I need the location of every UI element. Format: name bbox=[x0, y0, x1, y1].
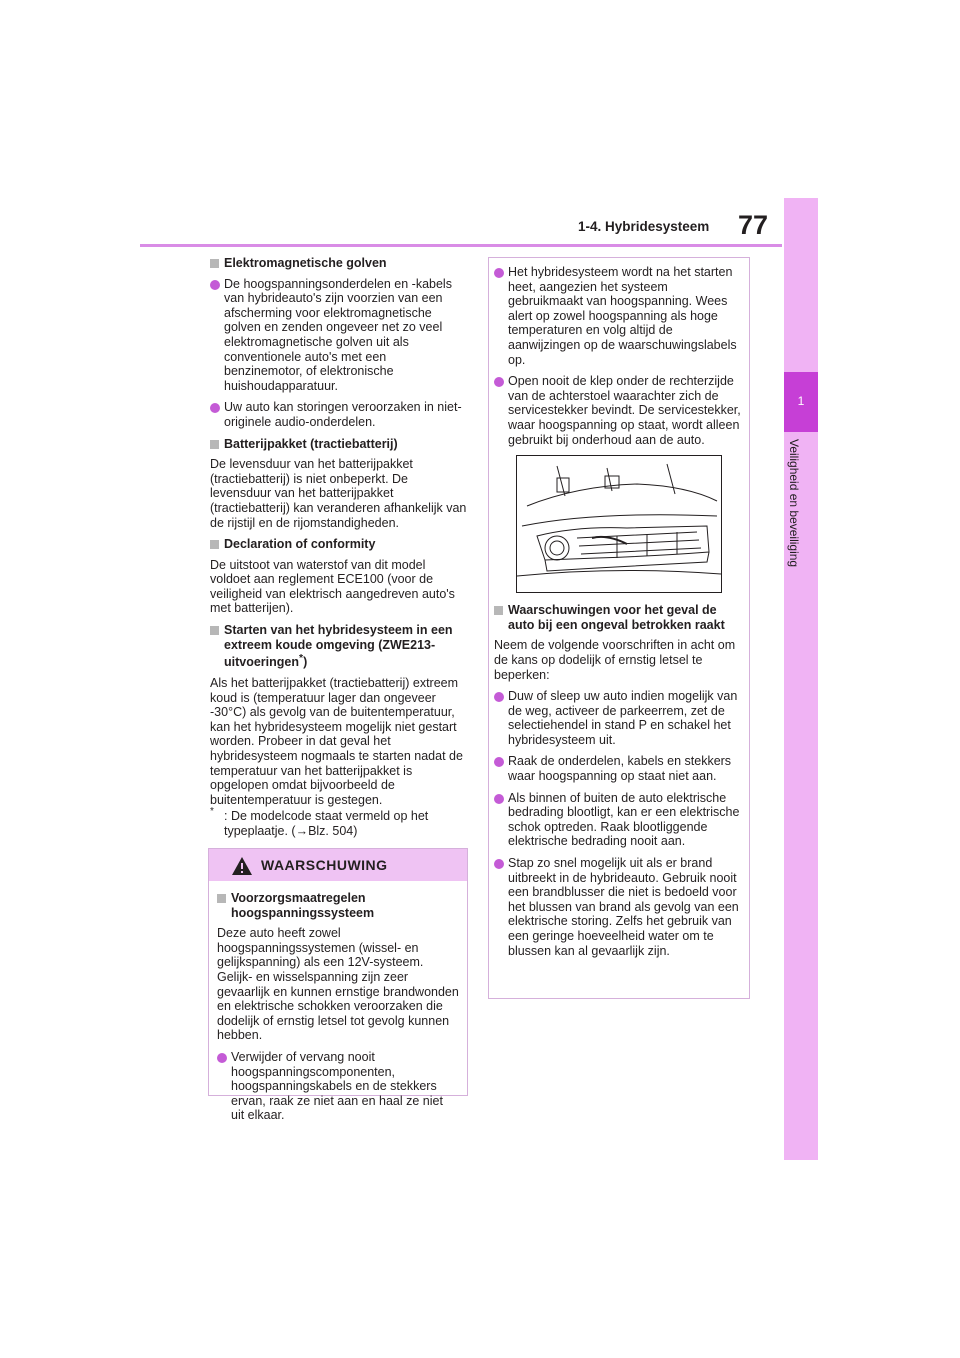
list-item-text: Stap zo snel mogelijk uit als er brand uitbreekt in de hybrideauto. Gebruik nooit een brandblusser die niet is bedoeld voor het blussen van brand als gevolg van een elektrische storing. Zelfs het gebruik van een geringe hoeveelheid water om te blussen kan al gevaarlijk zijn. bbox=[508, 856, 739, 958]
cold-start-heading bbox=[210, 623, 468, 670]
square-bullet-icon bbox=[210, 626, 219, 635]
square-bullet-icon bbox=[210, 440, 219, 449]
circle-bullet-icon bbox=[494, 757, 504, 767]
warning-heading-text: Voorzorgsmaatregelen hoogspanningssysteem bbox=[231, 891, 375, 920]
list-item bbox=[494, 374, 744, 447]
conformity-heading bbox=[210, 537, 468, 552]
cold-start-text: Als het batterijpakket (tractiebatterij) extreem koud is (temperatuur lager dan ongeveer -30°C) als gevolg van de buitentemperatuur, kan het hybridesysteem mogelijk niet gestart worden. Probeer in dat geval het hybridesysteem nogmaals te starten nadat de temperatuur van het batterijpakket is opgelopen omdat bijvoorbeeld de buitentemperatuur is gestegen. bbox=[210, 676, 463, 807]
footnote-text: : De modelcode staat vermeld op het typeplaatje. (→Blz. 504) bbox=[224, 809, 429, 838]
accident-heading bbox=[494, 603, 744, 632]
conformity-text: De uitstoot van waterstof van dit model voldoet aan reglement ECE100 (voor de veiligheid van elektrisch aangedreven auto's met batterijen). bbox=[210, 557, 455, 616]
circle-bullet-icon bbox=[217, 1053, 227, 1063]
list-item bbox=[494, 265, 744, 367]
conformity-heading-text: Declaration of conformity bbox=[224, 537, 376, 552]
chapter-number: 1 bbox=[797, 394, 805, 408]
warning-title: WAARSCHUWING bbox=[261, 857, 388, 873]
square-bullet-icon bbox=[210, 259, 219, 268]
warning-box bbox=[208, 848, 468, 1123]
section-title: 1-4. Hybridesysteem bbox=[578, 219, 710, 234]
header-rule bbox=[140, 244, 782, 247]
circle-bullet-icon bbox=[210, 280, 220, 290]
warning-heading bbox=[217, 891, 459, 920]
warning-body bbox=[209, 881, 467, 1123]
em-heading-text: Elektromagnetische golven bbox=[224, 256, 387, 270]
battery-text: De levensduur van het batterijpakket (tractiebatterij) is niet onbeperkt. De levensduur van het batterijpakket (tractiebatterij) kan veranderen afhankelijk van de rijstijl en de rijomstandigheden. bbox=[210, 457, 467, 530]
warning-triangle-icon bbox=[231, 856, 253, 876]
cold-heading-close: ) bbox=[303, 655, 308, 670]
list-item bbox=[210, 277, 468, 394]
accident-text: Neem de volgende voorschriften in acht om de kans op dodelijk of ernstig letsel te beperken: bbox=[494, 638, 736, 682]
list-item-text: Verwijder of vervang nooit hoogspanningscomponenten, hoogspanningskabels en de stekkers ervan, raak ze niet aan en haal ze niet uit elkaar. bbox=[231, 1049, 443, 1123]
chapter-label: Veiligheid en beveiliging bbox=[787, 439, 801, 568]
list-item-text: Als binnen of buiten de auto elektrische bedrading blootligt, kan er een elektrische schok optreden. Raak blootliggende elektrische bedrading nooit aan. bbox=[508, 790, 740, 849]
footnote-marker: * bbox=[299, 653, 304, 665]
circle-bullet-icon bbox=[210, 403, 220, 413]
cold-heading-text: Starten van het hybridesysteem in een extreem koude omgeving (ZWE213-uitvoeringen bbox=[224, 623, 453, 670]
square-bullet-icon bbox=[210, 540, 219, 549]
page-number: 77 bbox=[738, 210, 769, 240]
footnote-star: * bbox=[210, 806, 214, 818]
list-item bbox=[210, 400, 468, 429]
square-bullet-icon bbox=[494, 606, 503, 615]
warning-text: Deze auto heeft zowel hoogspanningssystemen (wissel- en gelijkspanning) als een 12V-systeem. Gelijk- en wisselspanning zijn zeer gevaarlijk en kunnen ernstige brandwonden en elektrische schokken veroorzaken die dodelijk of ernstig letsel tot gevolg kunnen hebben. bbox=[217, 926, 459, 1043]
em-heading bbox=[210, 256, 468, 271]
battery-heading bbox=[210, 437, 468, 452]
circle-bullet-icon bbox=[494, 268, 504, 278]
battery-heading-text: Batterijpakket (tractiebatterij) bbox=[224, 436, 398, 451]
list-item bbox=[494, 856, 744, 958]
chapter-side-tab bbox=[784, 198, 818, 1160]
list-item bbox=[494, 754, 744, 783]
square-bullet-icon bbox=[217, 894, 226, 903]
left-column bbox=[210, 256, 468, 845]
list-item bbox=[494, 791, 744, 849]
circle-bullet-icon bbox=[494, 692, 504, 702]
list-item-text: Uw auto kan storingen veroorzaken in niet-originele audio-onderdelen. bbox=[224, 400, 462, 429]
list-item-text: Duw of sleep uw auto indien mogelijk van de weg, activeer de parkeerrem, zet de selectiehendel in stand P en schakel het hybridesysteem uit. bbox=[508, 689, 738, 747]
circle-bullet-icon bbox=[494, 859, 504, 869]
rear-seat-illustration bbox=[517, 456, 721, 592]
list-item bbox=[494, 689, 744, 747]
list-item-text: De hoogspanningsonderdelen en -kabels van hybrideauto's zijn voorzien van een afscherming voor elektromagnetische golven en zenden ongeveer net zo veel elektromagnetische golven uit als conventionele auto's met een benzinemotor, of elektronische huishoudapparatuur. bbox=[224, 276, 452, 393]
service-plug-illustration bbox=[516, 455, 722, 593]
warning-header bbox=[209, 849, 467, 881]
list-item-text: Raak de onderdelen, kabels en stekkers waar hoogspanning op staat niet aan. bbox=[508, 754, 732, 784]
footnote bbox=[210, 806, 468, 838]
list-item-text: Open nooit de klep onder de rechterzijde van de achterstoel waarachter zich de servicestekker bevindt. De servicestekker, waar hoogspanning op staat, wordt alleen gebruikt bij onderhoud aan de auto. bbox=[508, 374, 741, 447]
circle-bullet-icon bbox=[494, 794, 504, 804]
list-item bbox=[217, 1050, 459, 1123]
list-item-text: Het hybridesysteem wordt na het starten heet, aangezien het systeem gebruikmaakt van hoogspanning. Wees alert op zowel hoogspanning als hoge temperaturen en volg altijd de aanwijzingen op de waarschuwingslabels op. bbox=[508, 265, 737, 367]
accident-heading-text: Waarschuwingen voor het geval de auto bij een ongeval betrokken raakt bbox=[508, 603, 725, 632]
circle-bullet-icon bbox=[494, 377, 504, 387]
right-column bbox=[494, 265, 744, 965]
